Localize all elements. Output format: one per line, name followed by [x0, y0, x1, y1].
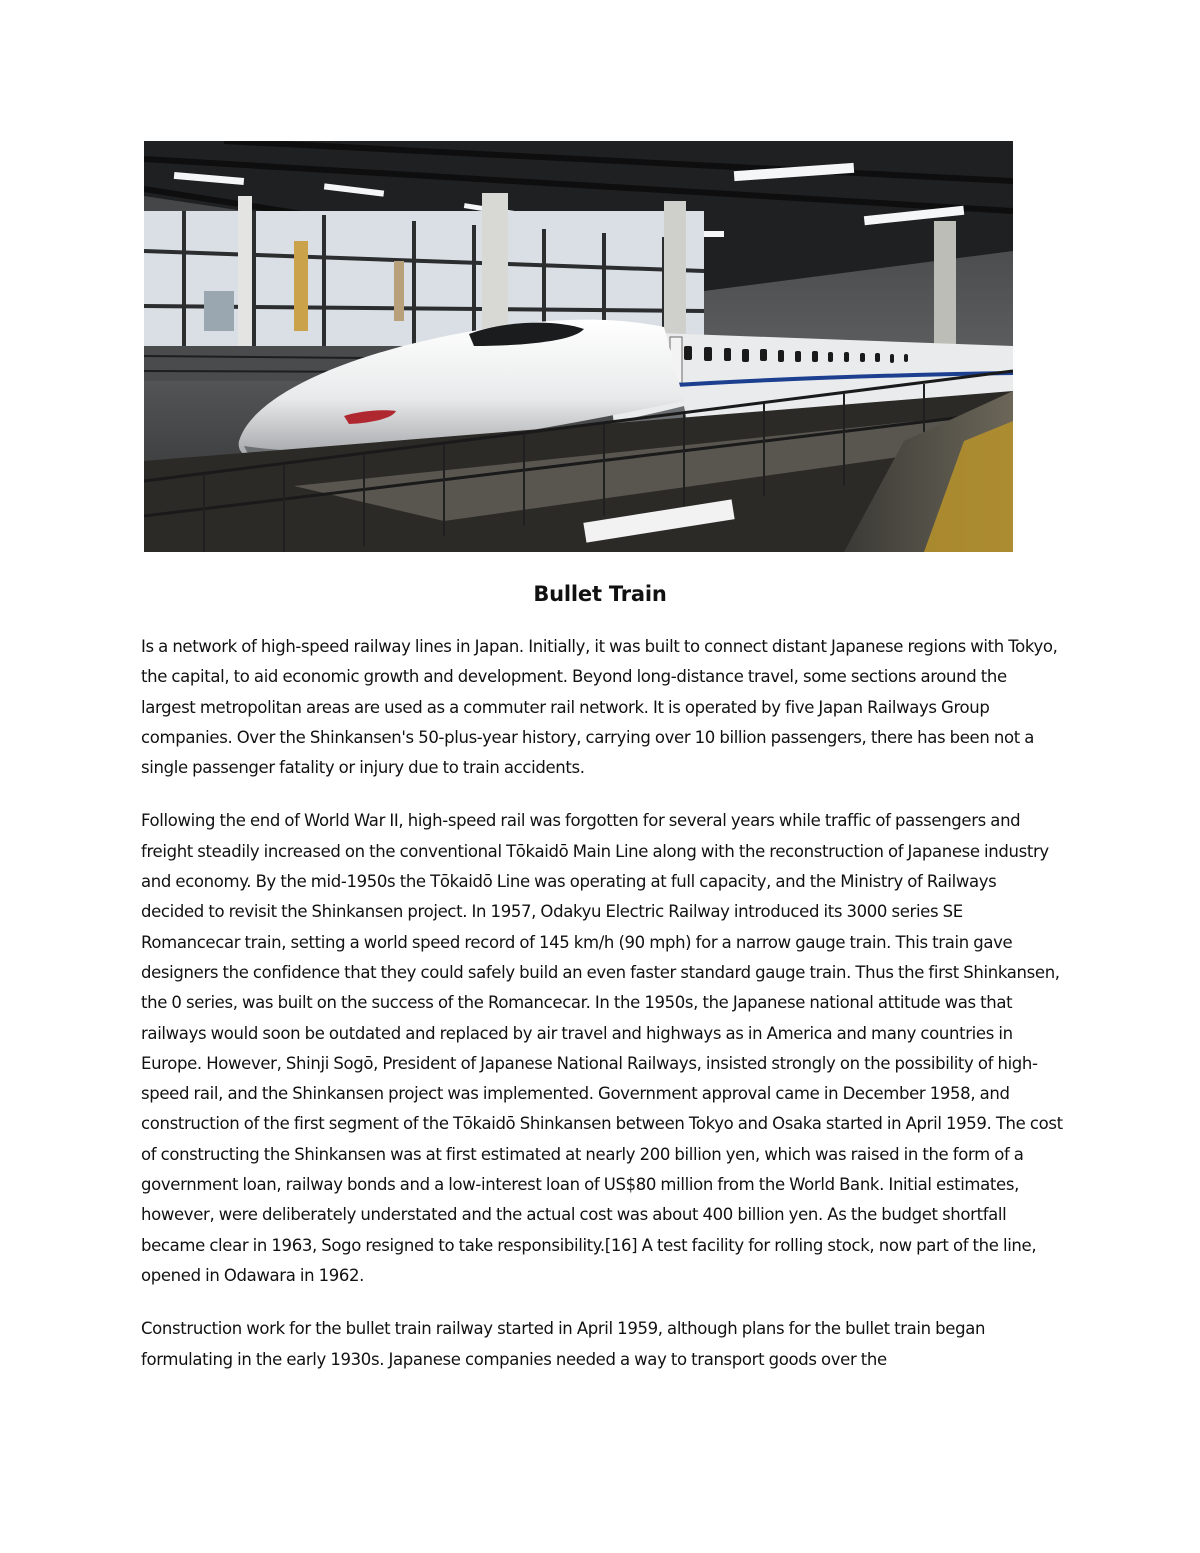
- paragraph-1: Is a network of high-speed railway lines in Japan. Initially, it was built to connect distant Japanese regions with Tokyo, the capital, to aid economic growth and development. Beyond long-distance travel, some sections around the largest metropolitan areas are used as a commuter rail network. It is operated by five Japan Railways Group companies. Over the Shinkansen's 50-plus-year history, carrying over 10 billion passengers, there has been not a single passenger fatality or injury due to train accidents.: [141, 637, 1058, 778]
- paragraph-3: Construction work for the bullet train railway started in April 1959, although plans for the bullet train began formulating in the early 1930s. Japanese companies needed a way to transport goods over the: [141, 1319, 986, 1369]
- body-text: [141, 632, 1063, 1398]
- shinkansen-photo: [144, 141, 1013, 552]
- document-title: Bullet Train: [533, 582, 667, 606]
- paragraph-2: Following the end of World War II, high-speed rail was forgotten for several years while traffic of passengers and freight steadily increased on the conventional Tōkaidō Main Line along with the reconstruction of Japanese industry and economy. By the mid-1950s the Tōkaidō Line was operating at full capacity, and the Ministry of Railways decided to revisit the Shinkansen project. In 1957, Odakyu Electric Railway introduced its 3000 series SE Romancecar train, setting a world speed record of 145 km/h (90 mph) for a narrow gauge train. This train gave designers the confidence that they could safely build an even faster standard gauge train. Thus the first Shinkansen, the 0 series, was built on the success of the Romancecar. In the 1950s, the Japanese national attitude was that railways would soon be outdated and replaced by air travel and highways as in America and many countries in Europe. However, Shinji Sogō, President of Japanese National Railways, insisted strongly on the possibility of high-speed rail, and the Shinkansen project was implemented. Government approval came in December 1958, and construction of the first segment of the Tōkaidō Shinkansen between Tokyo and Osaka started in April 1959. The cost of constructing the Shinkansen was at first estimated at nearly 200 billion yen, which was raised in the form of a government loan, railway bonds and a low-interest loan of US$80 million from the World Bank. Initial estimates, however, were deliberately understated and the actual cost was about 400 billion yen. As the budget shortfall became clear in 1963, Sogo resigned to take responsibility.[16] A test facility for rolling stock, now part of the line, opened in Odawara in 1962.: [141, 811, 1063, 1285]
